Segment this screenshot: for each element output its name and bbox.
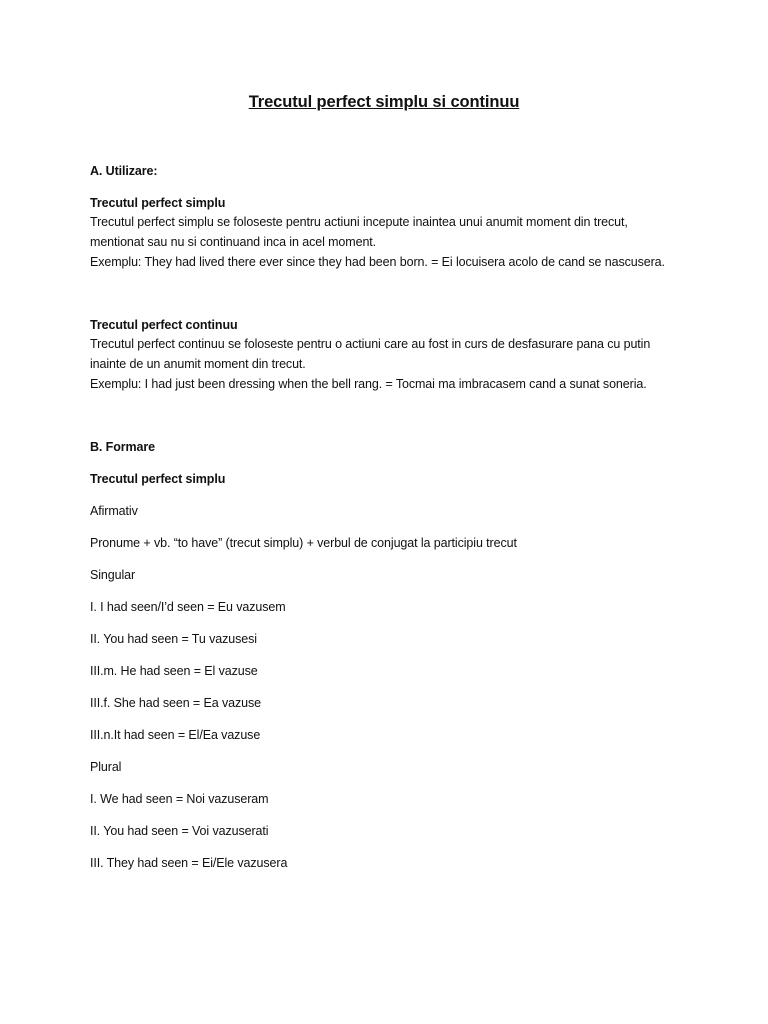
singular-item: III.n.It had seen = El/Ea vazuse [90,728,261,742]
plural-label: Plural [90,760,122,774]
mode-label: Afirmativ [90,504,138,518]
singular-label: Singular [90,568,136,582]
continuous-text-line-2: inainte de un anumit moment din trecut. [90,357,306,371]
simple-heading: Trecutul perfect simplu [90,196,226,210]
formula: Pronume + vb. “to have” (trecut simplu) + verbul de conjugat la participiu trecut [90,536,517,550]
simple-text-line-1: Trecutul perfect simplu se foloseste pentru actiuni incepute inaintea unui anumit moment din trecut, [90,215,628,229]
section-a-heading: A. Utilizare: [90,164,158,178]
plural-item: I. We had seen = Noi vazuseram [90,792,269,806]
singular-item: II. You had seen = Tu vazusesi [90,632,257,646]
continuous-example: Exemplu: I had just been dressing when the bell rang. = Tocmai ma imbracasem cand a sunat soneria. [90,377,647,391]
document-title: Trecutul perfect simplu si continuu [248,93,520,111]
formation-subheading: Trecutul perfect simplu [90,472,226,486]
plural-item: III. They had seen = Ei/Ele vazusera [90,856,288,870]
continuous-text-line-1: Trecutul perfect continuu se foloseste pentru o actiuni care au fost in curs de desfasurare pana cu putin [90,337,651,351]
singular-item: III.f. She had seen = Ea vazuse [90,696,261,710]
simple-text-line-2: mentionat sau nu si continuand inca in acel moment. [90,235,377,249]
singular-item: III.m. He had seen = El vazuse [90,664,258,678]
continuous-heading: Trecutul perfect continuu [90,318,238,332]
plural-item: II. You had seen = Voi vazuserati [90,824,269,838]
singular-item: I. I had seen/I’d seen = Eu vazusem [90,600,286,614]
section-b-heading: B. Formare [90,440,155,454]
simple-example: Exemplu: They had lived there ever since they had been born. = Ei locuisera acolo de cand se nascusera. [90,255,665,269]
